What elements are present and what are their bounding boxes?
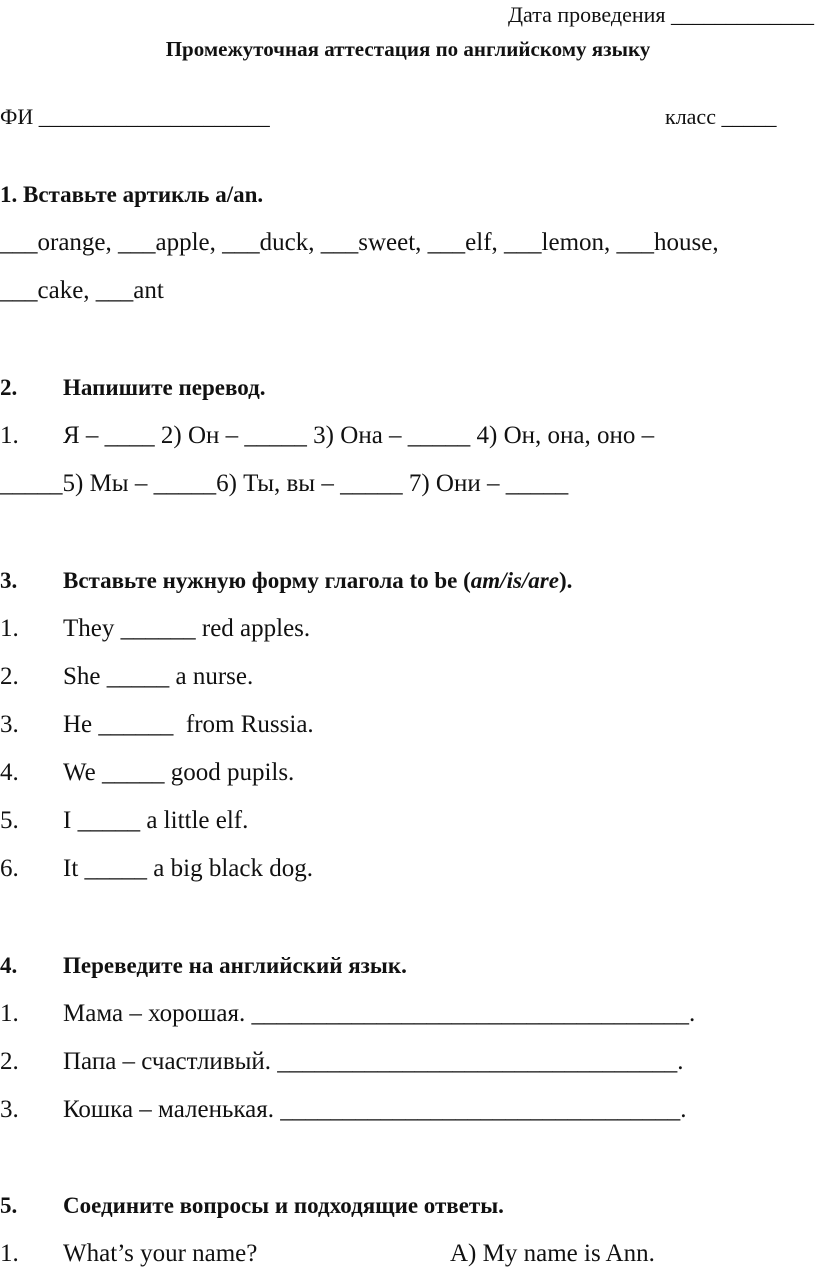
- section3-item-number: 6.: [0, 855, 19, 882]
- section4-item-text: Папа – счастливый. ________________________________.: [63, 1048, 684, 1075]
- page-title: Промежуточная аттестация по английскому языку: [165, 37, 651, 61]
- section1-line2: ___cake, ___ant: [0, 277, 164, 304]
- section4-item-text: Мама – хорошая. ___________________________________.: [63, 1000, 696, 1027]
- section3-item-number: 5.: [0, 807, 19, 834]
- section3-item-text: She _____ a nurse.: [63, 663, 254, 690]
- date-line: Дата проведения _____________: [508, 2, 814, 27]
- section4-item-number: 3.: [0, 1096, 19, 1123]
- section4-heading: Переведите на английский язык.: [63, 953, 407, 978]
- section3-item-text: We _____ good pupils.: [63, 759, 295, 786]
- section3-heading-end: ).: [558, 568, 573, 593]
- name-field-line: ФИ _____________________: [0, 104, 270, 129]
- section4-number: 4.: [0, 953, 18, 978]
- section3-item-number: 2.: [0, 663, 19, 690]
- section5-question: What’s your name?: [63, 1240, 258, 1267]
- section3-heading-main: Вставьте нужную форму глагола to be (: [63, 568, 471, 593]
- section2-line2: _____5) Мы – _____6) Ты, вы – _____ 7) Они – _____: [0, 470, 569, 497]
- section5-answer: A) My name is Ann.: [450, 1240, 655, 1267]
- section3-item-text: It _____ a big black dog.: [63, 855, 313, 882]
- section3-heading-italic: am/is/are: [470, 568, 559, 593]
- section2-line1: Я – ____ 2) Он – _____ 3) Она – _____ 4) Он, она, оно –: [63, 422, 655, 449]
- section3-item-number: 4.: [0, 759, 19, 786]
- section3-heading: [63, 569, 572, 592]
- section3-item-text: They ______ red apples.: [63, 615, 311, 642]
- class-field-line: класс _____: [665, 104, 777, 129]
- section2-number: 2.: [0, 375, 18, 400]
- section3-item-number: 3.: [0, 711, 19, 738]
- section3-number: 3.: [0, 568, 18, 593]
- section3-item-text: He ______ from Russia.: [63, 711, 314, 738]
- section4-item-text: Кошка – маленькая. ________________________________.: [63, 1096, 687, 1123]
- section3-item-number: 1.: [0, 615, 19, 642]
- section1-heading: 1. Вставьте артикль a/an.: [0, 182, 264, 207]
- section3-item-text: I _____ a little elf.: [63, 807, 249, 834]
- section5-item-number: 1.: [0, 1240, 19, 1267]
- section1-line1: ___orange, ___apple, ___duck, ___sweet, ___elf, ___lemon, ___house,: [0, 229, 719, 256]
- section2-item-number: 1.: [0, 422, 19, 449]
- section2-heading: Напишите перевод.: [63, 375, 266, 400]
- section4-item-number: 1.: [0, 1000, 19, 1027]
- section4-item-number: 2.: [0, 1048, 19, 1075]
- section5-heading: Соедините вопросы и подходящие ответы.: [63, 1193, 504, 1218]
- section5-number: 5.: [0, 1193, 18, 1218]
